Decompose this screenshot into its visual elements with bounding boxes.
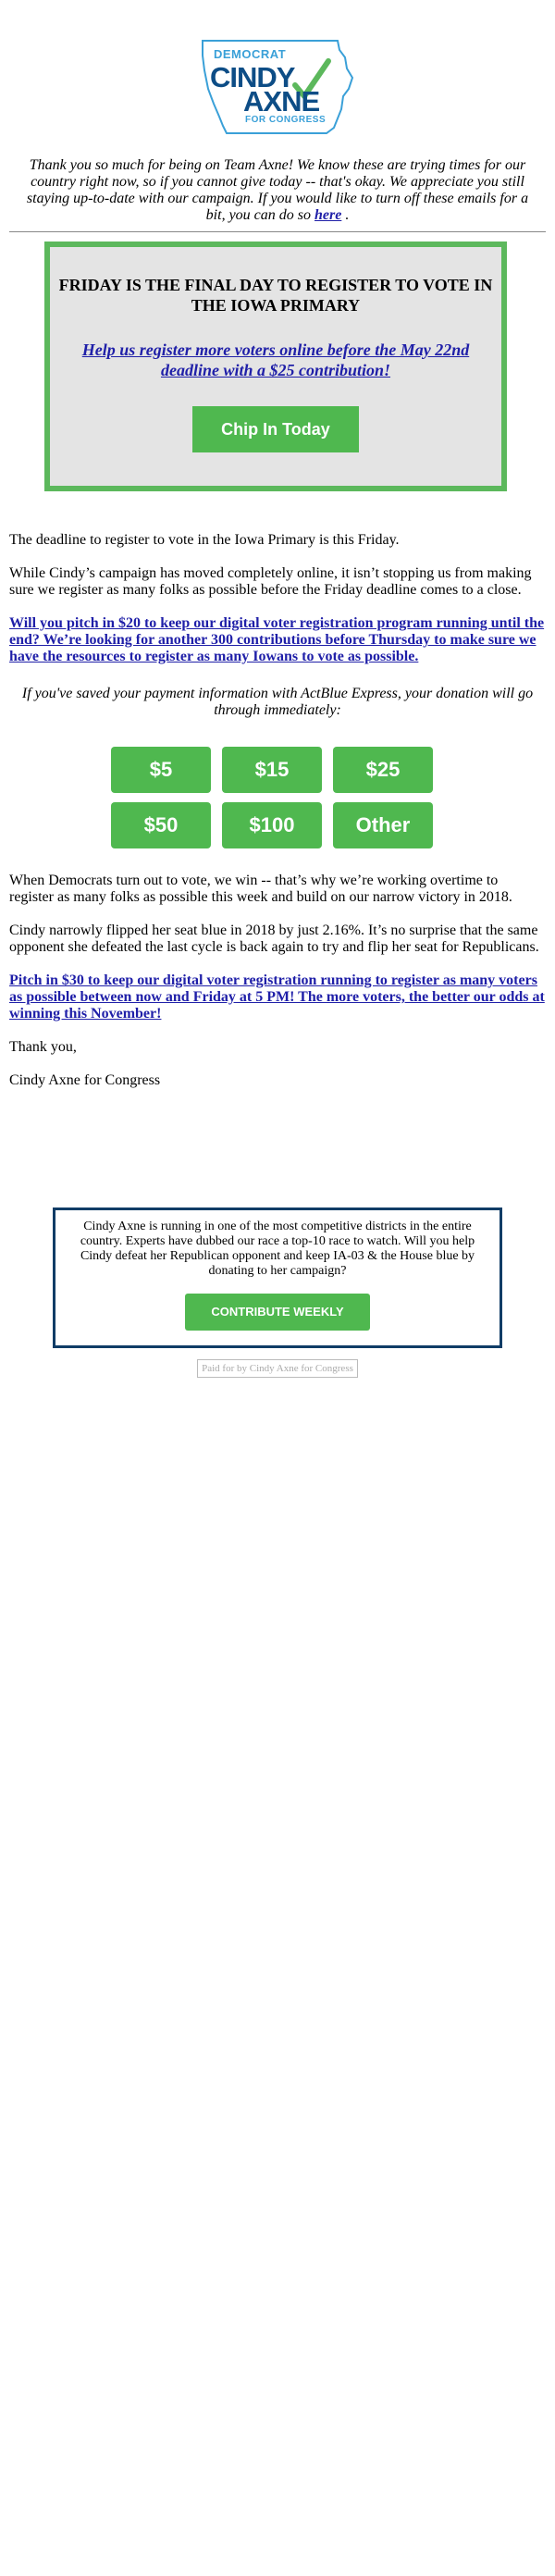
donate-25-button[interactable]: $25 — [333, 747, 433, 793]
signoff-line: Cindy Axne for Congress — [9, 1072, 161, 1088]
donate-100-button[interactable]: $100 — [222, 802, 322, 848]
donate-other-button[interactable]: Other — [333, 802, 433, 848]
logo-cindy-text: CINDY — [210, 61, 295, 93]
body-paragraph-2018: Cindy narrowly flipped her seat blue in 2018 by just 2.16%. It’s no surprise that the same opponent she defeated the last cycle is back again to try and flip her seat for Republicans. — [9, 923, 539, 955]
pitch-in-20-link[interactable]: Will you pitch in $20 to keep our digital voter registration program running until the end? We’re looking for another 300 contributions before Thursday to make sure we have the resources to register as many Iowans to vote as possible. — [9, 615, 545, 664]
intro-text: Thank you so much for being on Team Axne! We know these are trying times for our country right now, so if you cannot give today -- that's okay. We appreciate you still staying up-to-date with our campaign. If you would like to turn off these emails for a bit, you can do so — [26, 157, 529, 223]
actblue-express-note: If you've saved your payment information with ActBlue Express, your donation will go through immediately: — [21, 686, 534, 718]
banner-heading: FRIDAY IS THE FINAL DAY TO REGISTER TO VOTE IN THE IOWA PRIMARY — [58, 276, 493, 315]
donate-5-button[interactable]: $5 — [111, 747, 211, 793]
donate-50-button[interactable]: $50 — [111, 802, 211, 848]
thank-you-line: Thank you, — [9, 1039, 77, 1055]
paid-for-by-disclaimer: Paid for by Cindy Axne for Congress — [197, 1359, 358, 1378]
logo-democrat-text: DEMOCRAT — [214, 47, 287, 61]
cindy-axne-logo — [199, 37, 356, 139]
donation-amounts — [111, 747, 444, 848]
logo-axne-text: AXNE — [243, 85, 320, 118]
logo-for-congress-text: FOR CONGRESS — [245, 115, 327, 125]
body-paragraph-online: While Cindy’s campaign has moved completely online, it isn’t stopping us from making sure we register as many folks as possible before the Friday deadline comes to a close. — [9, 565, 532, 598]
intro-paragraph — [9, 157, 546, 224]
intro-tail: . — [341, 207, 350, 223]
footer-text: Cindy Axne is running in one of the most competitive districts in the entire country. Experts have dubbed our race a top-10 race to watch. Will you help Cindy defeat her Republican opponent and keep IA-03 & the House blue by donating to her campaign? — [80, 1220, 475, 1278]
body-paragraph-turnout: When Democrats turn out to vote, we win -- that’s why we’re working overtime to register as many folks as possible this week and build on our narrow victory in 2018. — [9, 873, 512, 905]
contribute-weekly-button[interactable]: CONTRIBUTE WEEKLY — [185, 1294, 370, 1331]
pitch-in-30-link[interactable]: Pitch in $30 to keep our digital voter registration running to register as many voters as possible between now and Friday at 5 PM! The more voters, the better our odds at winning this November! — [9, 972, 545, 1022]
banner-contribution-link[interactable]: Help us register more voters online before the May 22nd deadline with a $25 contribution! — [81, 341, 470, 379]
weekly-contribution-box — [53, 1208, 502, 1348]
body-paragraph-deadline: The deadline to register to vote in the Iowa Primary is this Friday. — [9, 532, 400, 548]
deadline-banner — [44, 242, 507, 491]
email-body — [9, 37, 546, 1378]
divider — [9, 231, 546, 232]
unsubscribe-here-link[interactable]: here — [314, 207, 342, 223]
donate-15-button[interactable]: $15 — [222, 747, 322, 793]
chip-in-today-button[interactable]: Chip In Today — [192, 406, 359, 452]
